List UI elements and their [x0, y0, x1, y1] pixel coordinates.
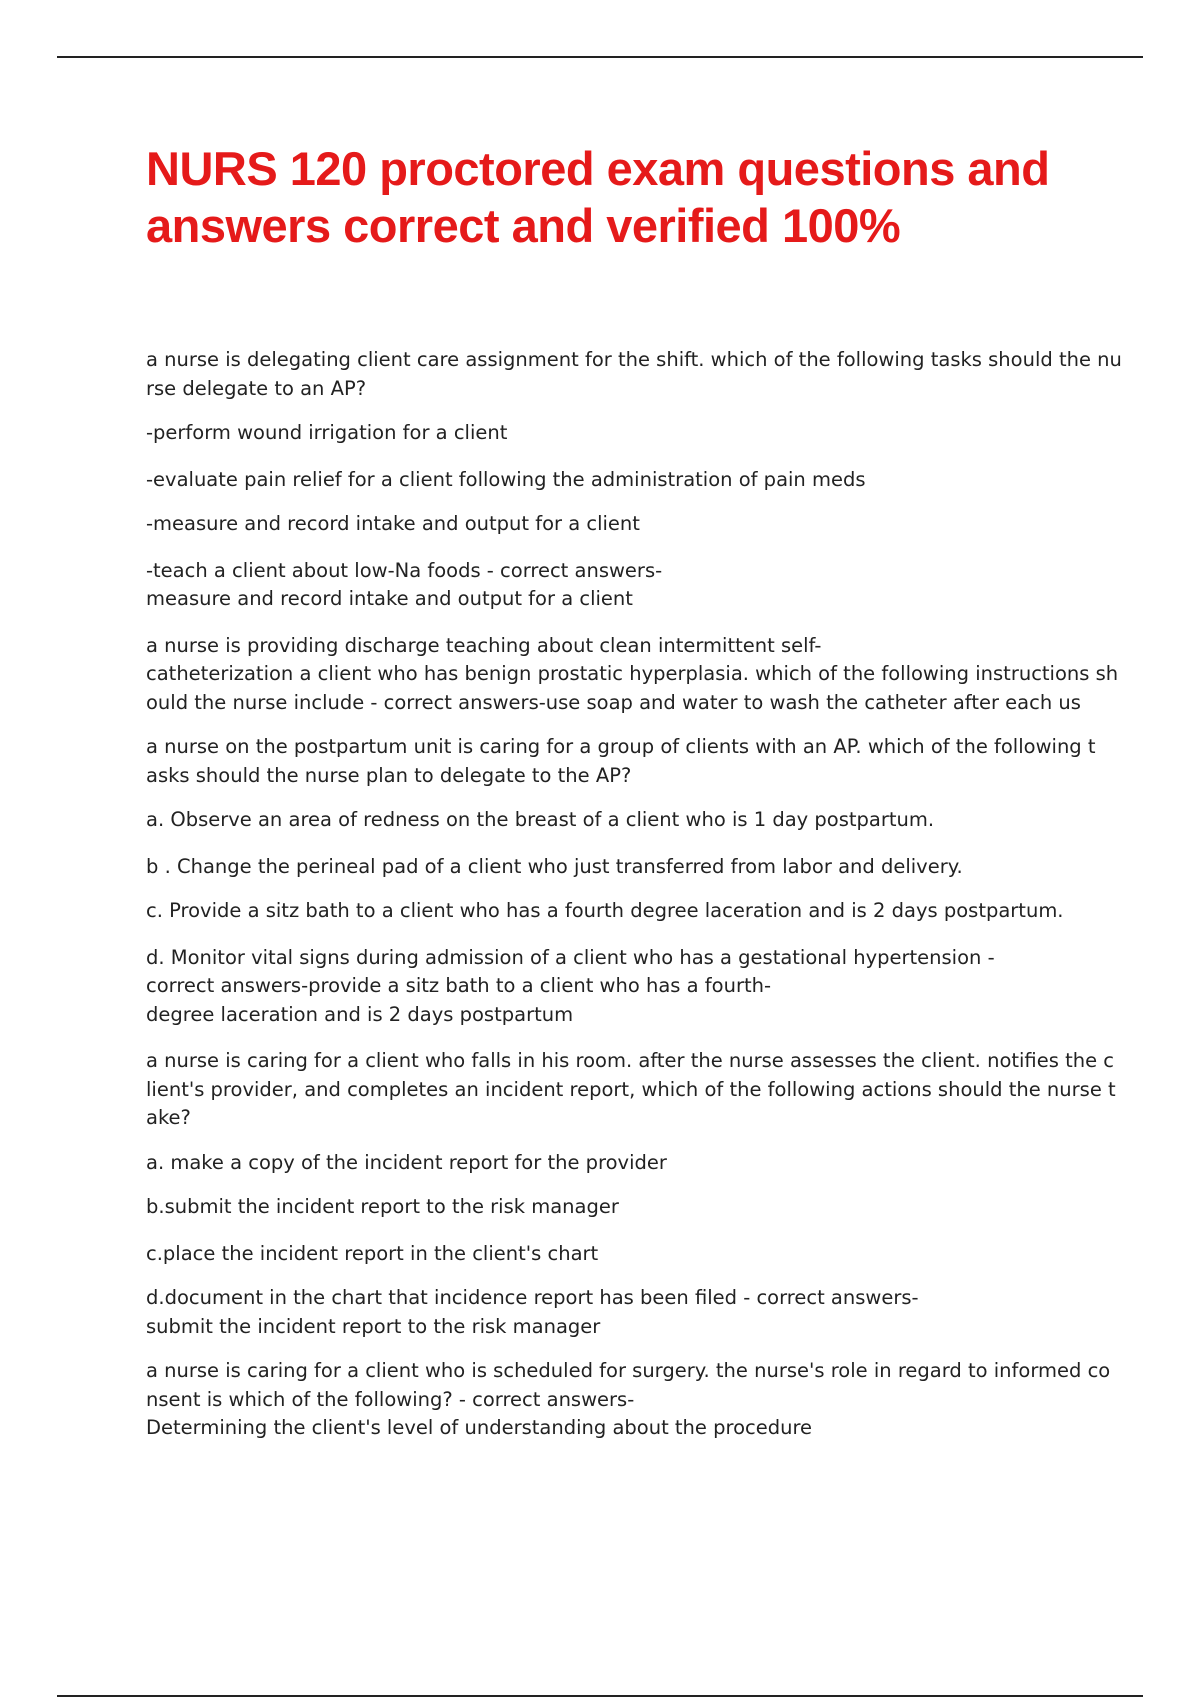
paragraph-line: nsent is which of the following? - correct answers- — [146, 1387, 635, 1411]
paragraph-line: rse delegate to an AP? — [146, 376, 367, 400]
document-title — [146, 140, 1106, 254]
paragraph-line: asks should the nurse plan to delegate to the AP? — [146, 763, 632, 787]
paragraph — [146, 1047, 1116, 1133]
title-line: NURS 120 proctored exam questions and — [146, 142, 1050, 195]
paragraph-line: a. make a copy of the incident report for the provider — [146, 1150, 667, 1174]
paragraph-line: degree laceration and is 2 days postpartum — [146, 1002, 574, 1026]
paragraph-line: ake? — [146, 1106, 191, 1129]
paragraph-line: -evaluate pain relief for a client following the administration of pain meds — [146, 467, 866, 491]
paragraph-line: a nurse is caring for a client who falls in his room. after the nurse assesses the client. notifies the c — [146, 1049, 1114, 1072]
title-line: answers correct and verified 100% — [146, 199, 901, 252]
paragraph-line: catheterization a client who has benign prostatic hyperplasia. which of the following instructions sh — [146, 662, 1119, 685]
paragraph-line: -measure and record intake and output for a client — [146, 512, 640, 535]
paragraph-line: a nurse on the postpartum unit is caring for a group of clients with an AP. which of the following t — [146, 735, 1096, 758]
paragraph-line: measure and record intake and output for a client — [146, 587, 633, 610]
bottom-rule — [57, 1695, 1143, 1697]
paragraph — [146, 897, 1096, 926]
paragraph-line: c. Provide a sitz bath to a client who has a fourth degree laceration and is 2 days postpartum. — [146, 899, 1064, 922]
document-body — [146, 346, 1122, 1443]
paragraph-line: submit the incident report to the risk manager — [146, 1314, 601, 1338]
paragraph-line: -perform wound irrigation for a client — [146, 421, 508, 444]
paragraph-line: correct answers-provide a sitz bath to a client who has a fourth- — [146, 974, 772, 997]
paragraph-line: a nurse is delegating client care assignment for the shift. which of the following tasks should the nu — [146, 348, 1122, 371]
paragraph-line: c.place the incident report in the client's chart — [146, 1241, 599, 1265]
paragraph — [146, 419, 1096, 448]
paragraph — [146, 632, 1119, 718]
paragraph-line: b . Change the perineal pad of a client who just transferred from labor and delivery. — [146, 854, 963, 878]
paragraph-line: ould the nurse include - correct answers-use soap and water to wash the catheter after each us — [146, 690, 1081, 714]
paragraph — [146, 1240, 1096, 1269]
paragraph-line: a nurse is caring for a client who is scheduled for surgery. the nurse's role in regard to informed co — [146, 1359, 1111, 1382]
paragraph — [146, 1149, 1096, 1178]
paragraph — [146, 806, 1096, 835]
top-rule — [57, 56, 1143, 58]
paragraph — [146, 1357, 1111, 1443]
paragraph — [146, 346, 1122, 403]
paragraph — [146, 944, 1096, 1030]
paragraph-line: b.submit the incident report to the risk manager — [146, 1195, 619, 1218]
paragraph-line: Determining the client's level of understanding about the procedure — [146, 1416, 813, 1439]
paragraph — [146, 557, 1096, 614]
paragraph — [146, 466, 1096, 495]
paragraph — [146, 733, 1096, 790]
paragraph — [146, 1193, 1096, 1222]
paragraph — [146, 1284, 1096, 1341]
paragraph — [146, 853, 1096, 882]
paragraph-line: d. Monitor vital signs during admission of a client who has a gestational hypertension - — [146, 945, 995, 969]
paragraph-line: a. Observe an area of redness on the breast of a client who is 1 day postpartum. — [146, 808, 935, 831]
paragraph — [146, 510, 1096, 539]
paragraph-line: lient's provider, and completes an incident report, which of the following actions should the nurse t — [146, 1077, 1116, 1101]
paragraph-line: d.document in the chart that incidence report has been filed - correct answers- — [146, 1286, 919, 1309]
paragraph-line: -teach a client about low-Na foods - correct answers- — [146, 558, 663, 582]
paragraph-line: a nurse is providing discharge teaching about clean intermittent self- — [146, 633, 822, 657]
